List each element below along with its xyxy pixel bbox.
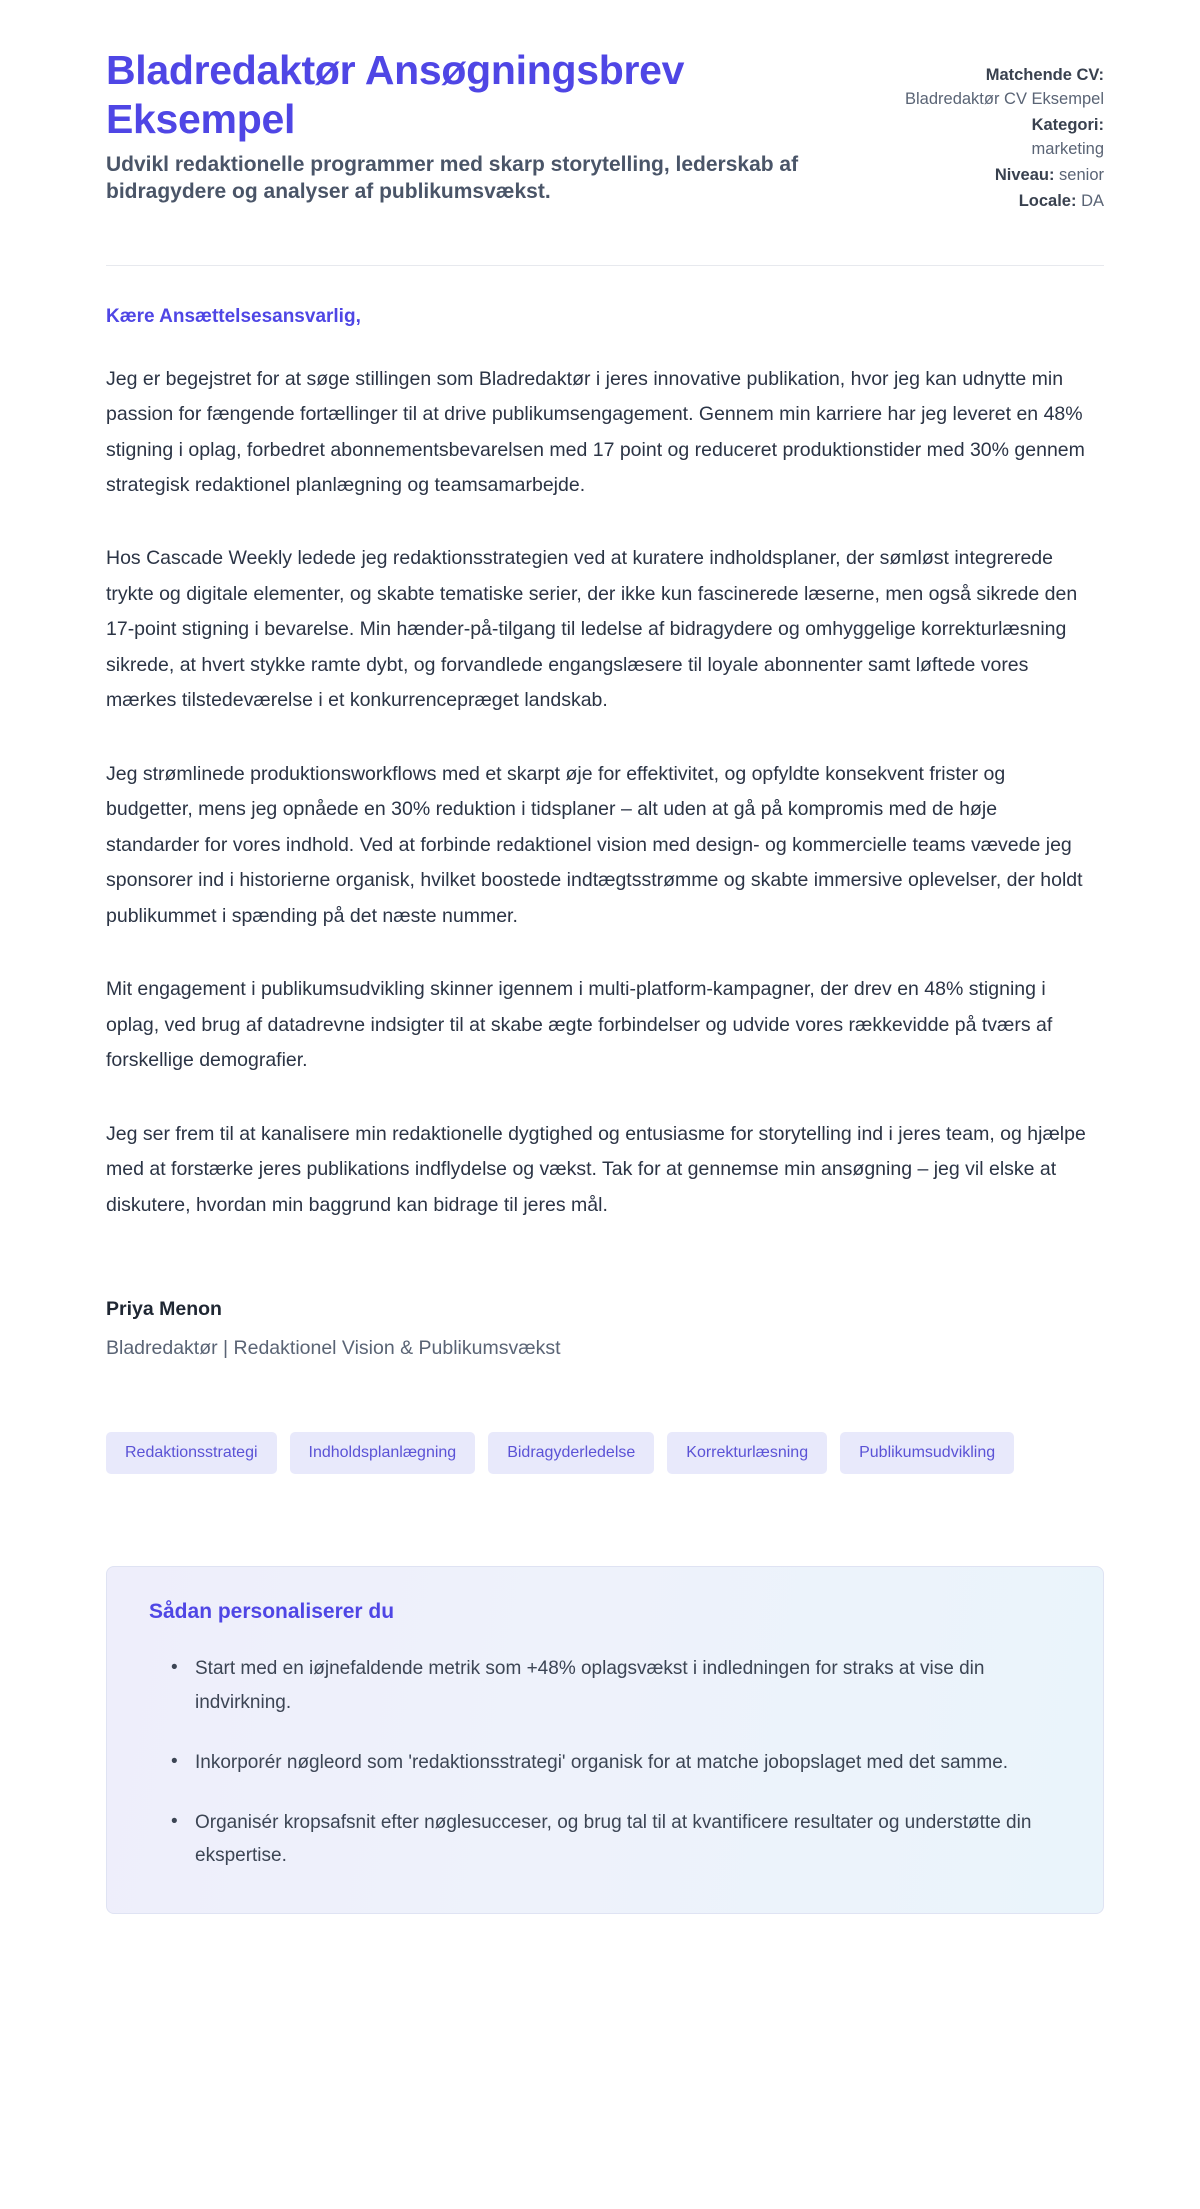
- personalization-tips-panel: [106, 1566, 1104, 1914]
- page-header: [106, 46, 1104, 216]
- metadata-category-value: marketing: [1031, 139, 1104, 158]
- letter-paragraph: Jeg ser frem til at kanalisere min redaktionelle dygtighed og entusiasme for storytelling ind i jeres team, og hjælpe med at forstærke jeres publikations indflydelse og vækst. Tak for at gennemse min ansøgning – jeg vil elske at diskutere, hvordan min baggrund kan bidrage til jeres mål.: [106, 1122, 1086, 1216]
- letter-body: [106, 266, 1104, 1224]
- metadata-level-label: Niveau:: [994, 165, 1055, 184]
- tips-list-item: • Inkorporér nøgleord som 'redaktionsstrategi' organisk for at matche jobopslaget med det samme.: [171, 1746, 1061, 1780]
- skill-tag[interactable]: Korrekturlæsning: [667, 1432, 827, 1474]
- metadata-category: [872, 114, 1104, 162]
- tips-list-item: • Start med en iøjnefaldende metrik som +48% oplagsvækst i indledningen for straks at vise din indvirkning.: [171, 1652, 1061, 1720]
- skill-tag[interactable]: Redaktionsstrategi: [106, 1432, 277, 1474]
- letter-salutation: Kære Ansættelsesansvarlig,: [106, 305, 361, 327]
- letter-paragraph: Jeg strømlinede produktionsworkflows med et skarpt øje for effektivitet, og opfyldte konsekvent frister og budgetter, mens jeg opnåede en 30% reduktion i tidsplaner – alt uden at gå på kompromis med de høje standarder for vores indhold. Ved at forbinde redaktionel vision med design- og kommercielle teams vævede jeg sponsorer ind i historierne organisk, hvilket boostede indtægtsstrømme og skabte immersive oplevelser, der holdt publikummet i spænding på det næste nummer.: [106, 762, 1083, 927]
- metadata-matching-cv-value: Bladredaktør CV Eksempel: [905, 89, 1104, 108]
- document-metadata: [872, 46, 1104, 216]
- signature-name: Priya Menon: [106, 1298, 222, 1321]
- metadata-locale: [872, 190, 1104, 214]
- metadata-matching-cv-label: Matchende CV:: [985, 66, 1104, 84]
- metadata-category-label: Kategori:: [1031, 115, 1104, 134]
- skill-tag[interactable]: Publikumsudvikling: [840, 1432, 1014, 1474]
- signature-role: Bladredaktør | Redaktionel Vision & Publikumsvækst: [106, 1337, 561, 1360]
- letter-paragraph: Mit engagement i publikumsudvikling skinner igennem i multi-platform-kampagner, der drev en 48% stigning i oplag, ved brug af datadrevne indsigter til at skabe ægte forbindelser og udvide vores rækkevidde på tværs af forskellige demografier.: [106, 978, 1053, 1072]
- tips-list: [149, 1652, 1061, 1873]
- metadata-level: [872, 164, 1104, 188]
- metadata-locale-label: Locale:: [1018, 191, 1077, 210]
- page-title: Bladredaktør Ansøgningsbrev Eksempel: [106, 47, 685, 142]
- metadata-matching-cv: [872, 64, 1104, 112]
- page-subtitle: Udvikl redaktionelle programmer med skarp storytelling, lederskab af bidragydere og analyser af publikumsvækst.: [106, 152, 799, 204]
- skill-tag-list: [106, 1432, 1104, 1474]
- letter-paragraph: Hos Cascade Weekly ledede jeg redaktionsstrategien ved at kuratere indholdsplaner, der sømløst integrerede trykte og digitale elementer, og skabte tematiske serier, der ikke kun fascinerede læserne, men også sikrede den 17-point stigning i bevarelse. Min hænder-på-tilgang til ledelse af bidragydere og omhyggelige korrekturlæsning sikrede, at hvert stykke ramte dybt, og forvandlede engangslæsere til loyale abonnenter samt løftede vores mærkes tilstedeværelse i et konkurrencepræget landskab.: [106, 547, 1078, 712]
- tips-list-item: • Organisér kropsafsnit efter nøglesucceser, og brug tal til at kvantificere resultater og understøtte din ekspertise.: [171, 1806, 1061, 1874]
- tips-panel-title: Sådan personaliserer du: [149, 1600, 395, 1624]
- metadata-level-value: senior: [1059, 165, 1104, 184]
- header-title-group: [106, 46, 832, 206]
- metadata-locale-value: DA: [1081, 191, 1104, 210]
- letter-paragraph: Jeg er begejstret for at søge stillingen som Bladredaktør i jeres innovative publikation, hvor jeg kan udnytte min passion for fængende fortællinger til at drive publikumsengagement. Gennem min karriere har jeg leveret en 48% stigning i oplag, forbedret abonnementsbevarelsen med 17 point og reduceret produktionstider med 30% gennem strategisk redaktionel planlægning og teamsamarbejde.: [106, 367, 1085, 496]
- skill-tag[interactable]: Indholdsplanlægning: [290, 1432, 476, 1474]
- skill-tag[interactable]: Bidragyderledelse: [488, 1432, 654, 1474]
- signature-block: [106, 1298, 1104, 1360]
